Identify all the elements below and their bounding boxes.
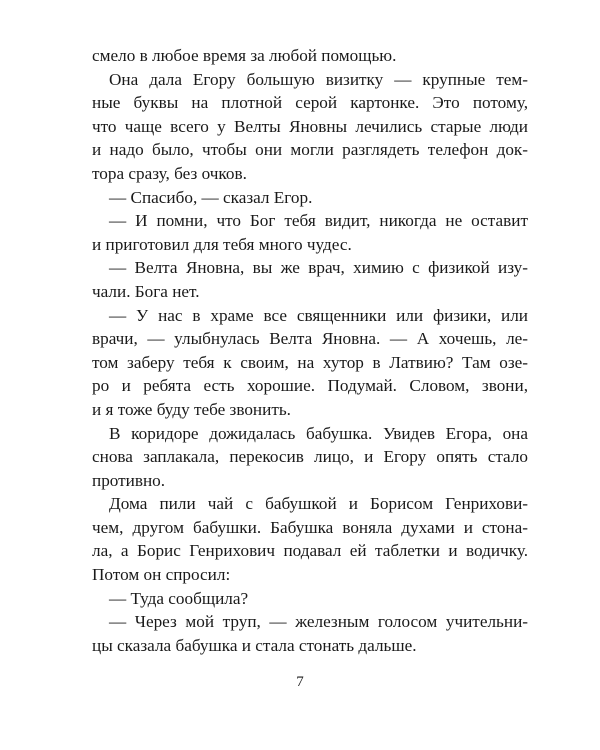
text-line: чем, другом бабушки. Бабушка воняла духами и стона- xyxy=(92,517,528,537)
text-line: — Туда сообщила? xyxy=(109,588,249,608)
text-line: — У нас в храме все священники или физики, или xyxy=(109,305,528,325)
page-number: 7 xyxy=(296,674,304,690)
text-line: Дома пили чай с бабушкой и Борисом Генрихови- xyxy=(109,494,528,514)
text-line: что чаще всего у Велты Яновны лечились старые люди xyxy=(92,116,528,136)
text-line: и надо было, чтобы они могли разглядеть телефон док- xyxy=(92,140,528,160)
text-line: ро и ребята есть хорошие. Подумай. Словом, звони, xyxy=(92,376,528,396)
text-line: смело в любое время за любой помощью. xyxy=(92,46,397,65)
text-line: — И помни, что Бог тебя видит, никогда не оставит xyxy=(109,211,528,231)
text-line: ла, а Борис Генрихович подавал ей таблетки и водичку. xyxy=(92,541,528,561)
text-line: чали. Бога нет. xyxy=(92,281,200,301)
text-line: — Велта Яновна, вы же врач, химию с физикой изу- xyxy=(109,258,528,278)
text-line: В коридоре дожидалась бабушка. Увидев Егора, она xyxy=(109,423,528,443)
text-line: том заберу тебя к своим, на хутор в Латвию? Там озе- xyxy=(92,352,528,372)
text-line: Она дала Егору большую визитку — крупные тем- xyxy=(109,69,528,89)
text-line: — Через мой труп, — железным голосом учительни- xyxy=(109,612,528,632)
text-line: противно. xyxy=(92,470,166,490)
book-page-text xyxy=(92,44,528,657)
text-line: врачи, — улыбнулась Велта Яновна. — А хочешь, ле- xyxy=(92,329,528,349)
text-line: тора сразу, без очков. xyxy=(92,163,247,183)
text-line: цы сказала бабушка и стала стонать дальше. xyxy=(92,635,417,655)
text-line: и я тоже буду тебе звонить. xyxy=(92,399,291,419)
text-line: ные буквы на плотной серой картонке. Это потому, xyxy=(92,93,528,113)
text-line: — Спасибо, — сказал Егор. xyxy=(109,187,313,207)
text-line: снова заплакала, перекосив лицо, и Егору опять стало xyxy=(92,447,528,467)
text-line: Потом он спросил: xyxy=(92,565,231,585)
text-line: и приготовил для тебя много чудес. xyxy=(92,234,352,254)
